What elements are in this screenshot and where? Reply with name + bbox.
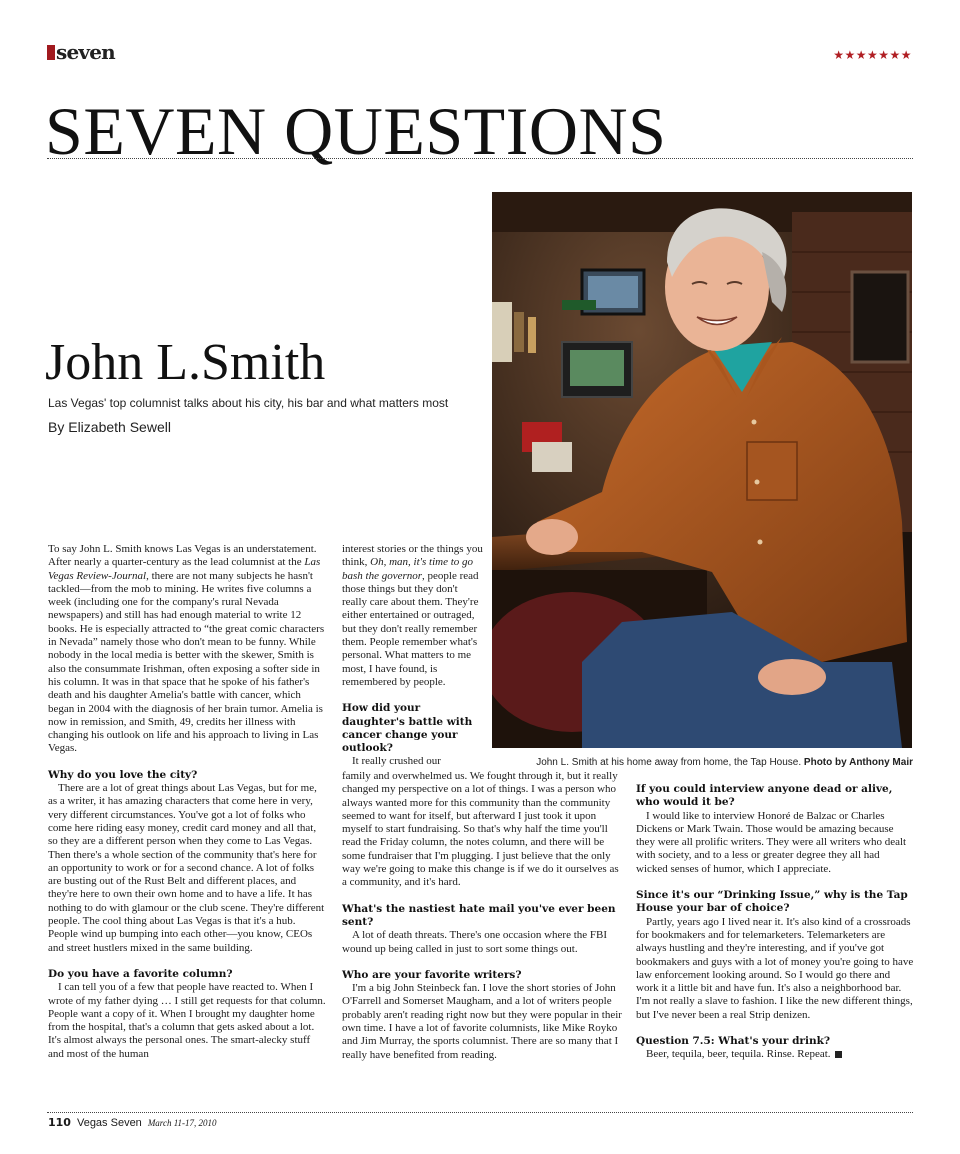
caption-text: John L. Smith at his home away from home, the Tap House.	[536, 757, 802, 768]
answer-paragraph: A lot of death threats. There's one occasion where the FBI wound up being called in just to sort some things out.	[342, 929, 608, 955]
article-deck: Las Vegas' top columnist talks about his city, his bar and what matters most	[48, 396, 449, 410]
question-heading: What's the nastiest hate mail you've ever been sent?	[342, 902, 616, 928]
answer-paragraph: There are a lot of great things about Las Vegas, but for me, as a writer, it has amazing characters that come here in very, very different circumstances. You've got a lot of folks who come here riding easy money, credit card money and all that, so they are a different person when they come to Las Vegas. Then there's a whole section of the community that's here for an opportunity to work or for a second chance. A lot of folks are busting out of the Rust Belt and different places, and they're here to own their own home and to have a life. It has nothing to do with glamour or the club scene. They're different people. The cool thing about Las Vegas is that it's a hub. People wind up bumping into each other—you know, CEOs and street hustlers mixed in the same building.	[48, 782, 325, 954]
answer-paragraph: interest stories or the things you think, Oh, man, it's time to go bash the governor, people read those things but they don't really care about them. They're either entertained or outraged, but they don't really remember them. People remember what's personal. What matters to me most, I have found, is remembered by people.	[342, 543, 483, 688]
portrait-photo	[492, 192, 912, 748]
question-heading: How did your daughter's battle with cancer change your outlook?	[342, 702, 473, 755]
question-heading: Why do you love the city?	[48, 768, 198, 781]
question-heading: Since it's our “Drinking Issue,” why is the Tap House your bar of choice?	[636, 889, 908, 915]
subject-name: John L.Smith	[45, 334, 326, 391]
photo-credit: Photo by Anthony Mair	[803, 757, 913, 768]
page-footer	[48, 1116, 217, 1129]
page-number: 110	[48, 1116, 71, 1129]
answer-paragraph: Beer, tequila, beer, tequila. Rinse. Repeat.	[636, 1048, 914, 1061]
issue-date: March 11-17, 2010	[147, 1118, 217, 1128]
newspaper-name: Las Vegas Review-Journal	[48, 556, 321, 582]
logo-text: seven	[56, 40, 115, 64]
photo-caption	[492, 757, 913, 768]
dotted-divider-top	[47, 158, 913, 159]
article-column-3	[636, 783, 914, 1062]
answer-paragraph: I would like to interview Honoré de Balzac or Charles Dickens or Mark Twain. Those would be amazing because they were all prolific writers. They were all writers who dealt with society, and to a less or greater degree they all had wicked senses of humor, which I appreciate.	[636, 809, 907, 875]
article-byline: By Elizabeth Sewell	[48, 419, 171, 435]
intro-paragraph: To say John L. Smith knows Las Vegas is an understatement. After nearly a quarter-century as the lead columnist at the Las Vegas Review-Journal, there are not many subjects he hasn't tackled—from the mob to mining. He writes five columns a week (including one for the company's rural Nevada newspapers) and still has had enough material to write 12 books. He is especially attracted to “the great comic characters in Nevada” namely those who don't mean to be funny. While nobody in the local media is better with the skewer, Smith is also the consummate Irishman, often exposing a softer side in his column. It was in that space that he spoke of his father's death and his daughter Amelia's battle with cancer, which began in 2004 with the diagnosis of her brain tumor. Amelia is now in remission, and Smith, 49, credits her illness with changing his outlook on life and his approach to living in Las Vegas.	[48, 543, 325, 755]
question-heading: If you could interview anyone dead or alive, who would it be?	[636, 783, 893, 809]
question-heading: Do you have a favorite column?	[48, 967, 233, 980]
end-mark-icon	[835, 1051, 842, 1058]
answer-paragraph: I can tell you of a few that people have reacted to. When I wrote of my father dying … I still get requests for that column. People want a copy of it. When I brought my daughter home from the hospital, that's a column that gets asked about a lot. It's almost always the personal ones. The smart-alecky stuff and most of the human	[48, 981, 326, 1060]
question-heading: Question 7.5: What's your drink?	[636, 1035, 831, 1048]
answer-paragraph-start: It really crushed our	[352, 755, 441, 768]
article-column-1	[48, 543, 328, 1061]
logo-accent-bar	[47, 45, 55, 60]
question-heading: Who are your favorite writers?	[342, 968, 522, 981]
dotted-divider-bottom	[47, 1112, 913, 1113]
answer-paragraph: I'm a big John Steinbeck fan. I love the short stories of John O'Farrell and Somerset Maugham, and a lot of writers people probably aren't reading right now but they were popular in their own time. I have a lot of favorite columnists, like Mike Royko and Jim Murray, the sports columnist. There are so many that I really have benefited from reading.	[342, 982, 622, 1061]
masthead-logo	[47, 42, 115, 62]
article-column-2-top	[342, 543, 484, 769]
publication-name: Vegas Seven	[76, 1117, 142, 1129]
answer-paragraph: Partly, years ago I lived near it. It's also kind of a crossroads for bookmakers and for telemarketers. Telemarketers are always hustling and they're interesting, and if you've got bookmakers and guys with a lot of money you're going to have law enforcement looking around. So I would go there and work it a little bit and have fun. It's also a neighborhood bar. I'm not really a slave to fashion. I like the new different things, but I've never been a real Strip denizen.	[636, 915, 914, 1021]
page-headline: SEVEN QUESTIONS	[45, 93, 667, 169]
article-column-2-bottom	[342, 770, 622, 1062]
star-rating: ★★★★★★★	[833, 48, 912, 62]
answer-paragraph: family and overwhelmed us. We fought through it, but it really changed my perspective on a lot of things. I was a person who always wanted more for this community than the community seemed to want for itself, but afterward I just took it upon myself to start fundraising. So that's why half the time you'll read the Friday column, the notes column, and there will be some fundraiser that I'm plugging. I just believe that the only way we're going to make this change is if we do it ourselves as a community, and it's hard.	[342, 770, 619, 889]
italic-thought: Oh, man, it's time to go bash the governor	[342, 556, 474, 582]
portrait-illustration	[492, 192, 912, 748]
